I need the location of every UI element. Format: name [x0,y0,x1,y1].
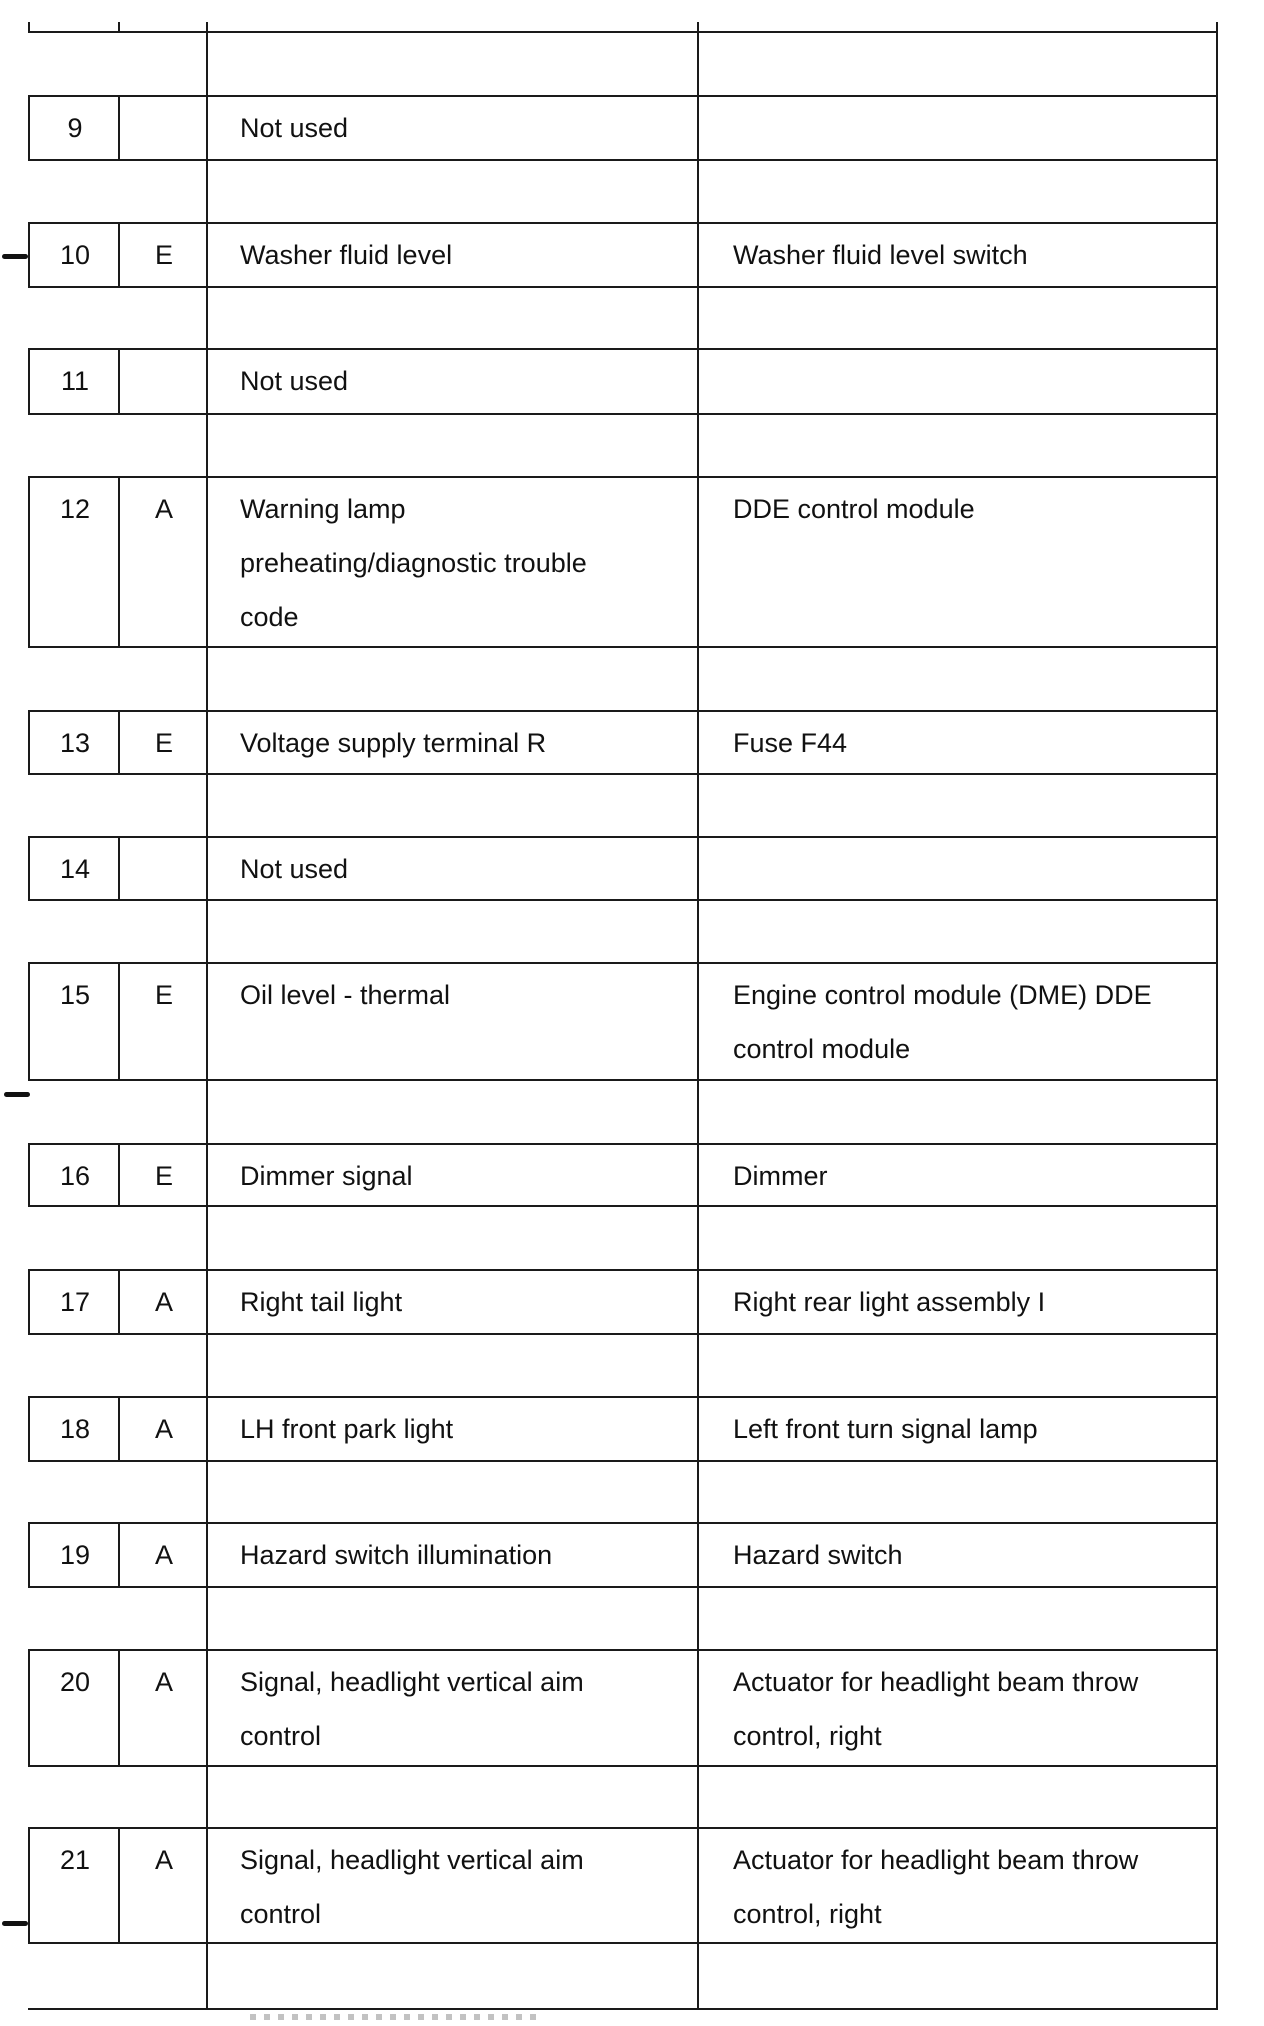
signal-source [733,1149,1223,1203]
signal-description [240,228,720,282]
signal-source-line: control, right [733,1899,882,1929]
signal-source [733,716,1223,770]
signal-description-line: control [240,1899,322,1929]
signal-description-line: code [240,602,299,632]
spacer-divider-col3 [697,1205,699,1271]
spacer-divider-col3 [697,1079,699,1145]
signal-description-line: Signal, headlight vertical aim [240,1667,584,1697]
pin-number: 10 [59,240,91,270]
spacer-right-border [1216,159,1218,224]
pin-number: 14 [59,854,91,884]
signal-source [733,1833,1223,1941]
signal-description [240,1275,720,1329]
pin-number: 15 [59,980,91,1010]
spacer-right-border [1216,899,1218,964]
signal-type: E [154,1161,173,1191]
signal-source-line: Fuse F44 [733,728,848,758]
spacer-divider-col2 [206,413,208,478]
remnant-pin-divider [118,22,120,33]
spacer-right-border [1216,1079,1218,1145]
signal-description-line: Oil level - thermal [240,980,451,1010]
signal-source-line: control module [733,1034,911,1064]
spacer-divider-col3 [697,22,699,97]
signal-description-line: Hazard switch illumination [240,1540,553,1570]
pin-number: 17 [59,1287,91,1317]
signal-source-line: Engine control module (DME) DDE [733,980,1152,1010]
signal-source-line: control, right [733,1721,882,1751]
spacer-divider-col3 [697,1765,699,1829]
pin-number: 13 [59,728,91,758]
signal-description-line: control [240,1721,322,1751]
spacer-right-border [1216,646,1218,712]
signal-description-line: Not used [240,113,349,143]
signal-description-line: Right tail light [240,1287,403,1317]
signal-description-line: Washer fluid level [240,240,453,270]
spacer-divider-col2 [206,899,208,964]
remnant-left-border [28,22,30,33]
spacer-divider-col3 [697,1333,699,1398]
signal-description-line: Signal, headlight vertical aim [240,1845,584,1875]
type-desc-divider [206,95,208,161]
signal-source [733,1275,1223,1329]
signal-description [240,354,720,408]
signal-type: A [154,1287,173,1317]
spacer-divider-col2 [206,1765,208,1829]
spacer-right-border [1216,1586,1218,1651]
row-right-border [1216,348,1218,415]
signal-type: E [154,728,173,758]
signal-description [240,482,720,644]
signal-source-line: Left front turn signal lamp [733,1414,1038,1444]
margin-change-mark [2,254,28,259]
signal-description-line: LH front park light [240,1414,454,1444]
pin-number: 21 [59,1845,91,1875]
signal-type: A [154,1845,173,1875]
footer-faint-text [250,2014,540,2020]
spacer-divider-col3 [697,773,699,838]
signal-description [240,1528,720,1582]
spacer-divider-col3 [697,413,699,478]
spacer-right-border [1216,413,1218,478]
spacer-divider-col2 [206,1586,208,1651]
row-right-border [1216,95,1218,161]
spacer-right-border [1216,1205,1218,1271]
signal-description-line: Warning lamp [240,494,406,524]
spacer-divider-col2 [206,1942,208,2010]
pin-number: 18 [59,1414,91,1444]
type-desc-divider [206,348,208,415]
signal-description [240,842,720,896]
margin-change-mark [4,1092,30,1097]
spacer-divider-col3 [697,1460,699,1524]
row-right-border [1216,836,1218,901]
signal-type: A [154,1540,173,1570]
signal-description-line: Voltage supply terminal R [240,728,547,758]
signal-description [240,716,720,770]
signal-type: E [154,240,173,270]
signal-source-line: DDE control module [733,494,975,524]
spacer-divider-col2 [206,1079,208,1145]
spacer-divider-col2 [206,1460,208,1524]
signal-source [733,482,1223,536]
signal-type: E [154,980,173,1010]
spacer-divider-col3 [697,1586,699,1651]
spacer-divider-col2 [206,159,208,224]
pin-number: 19 [59,1540,91,1570]
signal-type: A [154,1414,173,1444]
signal-source-line: Actuator for headlight beam throw [733,1667,1139,1697]
signal-source [733,968,1223,1076]
signal-description [240,968,720,1022]
signal-source-line: Washer fluid level switch [733,240,1028,270]
signal-description-line: preheating/diagnostic trouble [240,548,587,578]
spacer-right-border [1216,1942,1218,2010]
signal-description [240,101,720,155]
signal-source-line: Hazard switch [733,1540,903,1570]
spacer-divider-col3 [697,286,699,350]
spacer-divider-col2 [206,22,208,97]
margin-change-mark [2,1921,28,1926]
signal-source-line: Actuator for headlight beam throw [733,1845,1139,1875]
spacer-divider-col2 [206,286,208,350]
signal-type: A [154,494,173,524]
spacer-right-border [1216,1460,1218,1524]
signal-description [240,1149,720,1203]
spacer-divider-col3 [697,646,699,712]
spacer-right-border [1216,1333,1218,1398]
pin-number: 12 [59,494,91,524]
table-right-border-top [1216,22,1218,97]
pin-number: 11 [60,366,90,396]
signal-source [733,1528,1223,1582]
spacer-divider-col2 [206,1333,208,1398]
spacer-right-border [1216,773,1218,838]
spacer-divider-col2 [206,773,208,838]
spacer-right-border [1216,286,1218,350]
signal-description [240,1833,720,1941]
pin-number: 20 [59,1667,91,1697]
table-bottom-line [28,2008,1218,2010]
type-desc-divider [206,836,208,901]
signal-description-line: Not used [240,854,349,884]
signal-description-line: Not used [240,366,349,396]
signal-type: A [154,1667,173,1697]
signal-description [240,1655,720,1763]
spacer-right-border [1216,1765,1218,1829]
pin-number: 9 [67,113,83,143]
signal-source [733,1402,1223,1456]
spacer-divider-col3 [697,899,699,964]
spacer-divider-col3 [697,159,699,224]
spacer-divider-col2 [206,1205,208,1271]
signal-description-line: Dimmer signal [240,1161,413,1191]
pin-number: 16 [59,1161,91,1191]
signal-source-line: Right rear light assembly I [733,1287,1046,1317]
spacer-divider-col3 [697,1942,699,2010]
signal-description [240,1402,720,1456]
signal-source [733,1655,1223,1763]
spacer-divider-col2 [206,646,208,712]
signal-source [733,228,1223,282]
signal-source-line: Dimmer [733,1161,828,1191]
